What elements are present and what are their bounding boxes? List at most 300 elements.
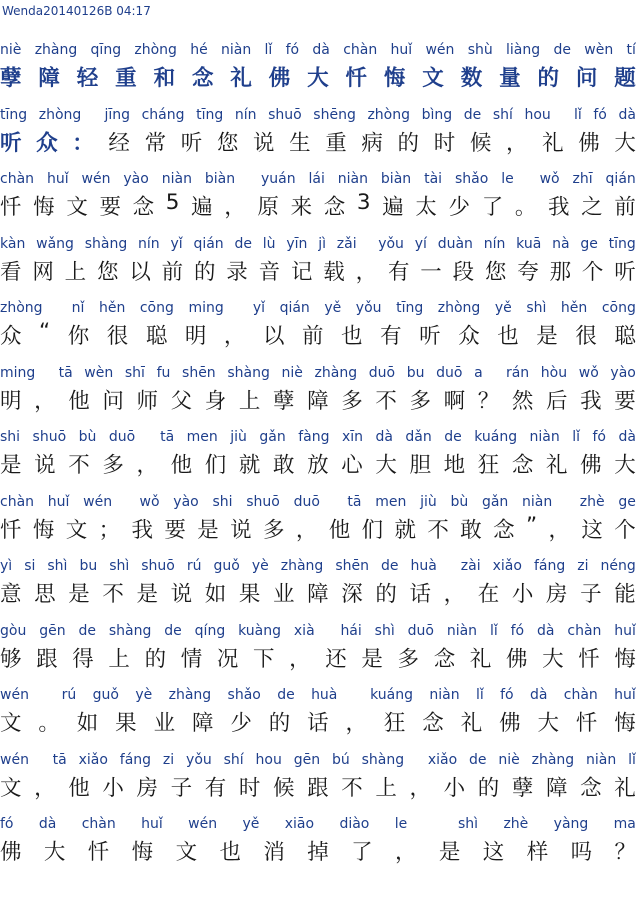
pinyin-syllable: yè: [251, 558, 269, 574]
pinyin-syllable: huà: [410, 558, 437, 574]
hanzi-char: 下: [252, 646, 275, 672]
pinyin-syllable: shēn: [335, 558, 369, 574]
hanzi-char: 后: [546, 388, 568, 414]
hanzi-char: 心: [341, 453, 363, 478]
hanzi-row: [0, 448, 636, 478]
pinyin-syllable: hé: [190, 42, 208, 58]
hanzi-char: ”: [526, 512, 538, 538]
hanzi-char: 能: [614, 582, 636, 607]
pinyin-syllable: shi: [0, 429, 21, 445]
hanzi-char: 念: [323, 195, 346, 220]
pinyin-row: [0, 429, 636, 447]
pinyin-syllable: niàn: [221, 42, 252, 58]
hanzi-row: [0, 126, 636, 156]
pinyin-row: [0, 558, 636, 576]
hanzi-char: 夸: [517, 259, 539, 285]
pinyin-syllable: lǐ: [489, 622, 498, 639]
pinyin-syllable: shuō: [246, 493, 280, 510]
pinyin-syllable: xiǎo: [492, 558, 522, 574]
hanzi-char: 说: [252, 130, 275, 156]
hanzi-char: 然: [511, 388, 534, 414]
pinyin-syllable: ming: [188, 300, 224, 316]
hanzi-char: 意: [0, 582, 22, 607]
pinyin-syllable: wén: [83, 493, 113, 510]
hanzi-char: 看: [0, 259, 22, 285]
pinyin-syllable: wǒ: [139, 493, 160, 510]
hanzi-char: ？: [614, 840, 636, 865]
hanzi-char: 业: [153, 711, 176, 736]
pinyin-syllable: shàng: [361, 751, 405, 768]
hanzi-char: 也: [219, 840, 241, 865]
hanzi-char: 你: [67, 324, 90, 349]
hanzi-char: ，: [395, 840, 417, 865]
recording-id: Wenda20140126B 04:17: [2, 4, 151, 18]
pinyin-syllable: niàn: [337, 171, 368, 187]
pinyin-syllable: kuáng: [474, 429, 518, 445]
hanzi-char: 生: [289, 130, 311, 156]
pinyin-syllable: gēn: [39, 622, 66, 639]
pinyin-syllable: lǐ: [264, 42, 273, 58]
pinyin-syllable: yào: [610, 364, 636, 381]
pinyin-syllable: bìng: [421, 106, 453, 123]
hanzi-char: 听: [180, 130, 203, 156]
hanzi-char: 如: [204, 582, 227, 607]
pinyin-syllable: fáng: [119, 751, 152, 768]
hanzi-char: 您: [216, 130, 239, 156]
pinyin-syllable: le: [394, 816, 408, 832]
pinyin-syllable: shǎo: [227, 687, 261, 703]
hanzi-char: 礼: [614, 775, 636, 801]
pinyin-syllable: nín: [234, 106, 257, 123]
pinyin-syllable: zhòng: [134, 42, 177, 58]
hanzi-char: 忏: [0, 517, 22, 543]
pinyin-syllable: qián: [193, 235, 224, 252]
hanzi-char: 业: [273, 582, 295, 607]
pinyin-syllable: yí: [414, 235, 427, 252]
pinyin-syllable: hòu: [540, 364, 568, 381]
pinyin-syllable: zhòng: [367, 106, 410, 123]
pinyin-syllable: si: [24, 558, 36, 574]
hanzi-char: 很: [106, 324, 129, 349]
pinyin-syllable: yǐ: [252, 300, 266, 316]
pinyin-syllable: duō: [108, 429, 136, 445]
pinyin-syllable: diào: [339, 816, 370, 832]
pinyin-syllable: fó: [592, 429, 606, 445]
pinyin-syllable: men: [375, 493, 407, 510]
hanzi-char: 吗: [570, 840, 593, 865]
hanzi-char: 念: [493, 517, 515, 543]
pinyin-syllable: shù: [467, 42, 493, 58]
hanzi-char: 众: [36, 130, 58, 156]
hanzi-char: 们: [361, 517, 384, 543]
pinyin-syllable: rán: [505, 364, 530, 381]
hanzi-char: 5: [165, 190, 180, 215]
pinyin-syllable: kuàng: [238, 622, 281, 639]
pinyin-syllable: shēng: [313, 106, 356, 123]
hanzi-char: 还: [325, 646, 347, 672]
pinyin-syllable: shàng: [84, 235, 128, 252]
hanzi-char: 有: [380, 324, 402, 349]
hanzi-char: 文: [175, 840, 198, 865]
pinyin-syllable: fó: [500, 687, 514, 703]
pinyin-syllable: dà: [618, 429, 636, 445]
pinyin-row: [0, 623, 636, 641]
pinyin-syllable: rú: [61, 687, 77, 703]
hanzi-row: [0, 319, 636, 349]
hanzi-char: 和: [153, 66, 176, 91]
pinyin-syllable: shēn: [182, 364, 216, 381]
hanzi-char: 念: [422, 711, 444, 736]
hanzi-char: 以: [262, 324, 285, 349]
pinyin-syllable: lǐ: [475, 687, 484, 703]
hanzi-char: ，: [345, 711, 368, 736]
pinyin-syllable: bu: [406, 364, 425, 381]
pinyin-syllable: wǎng: [36, 235, 74, 252]
hanzi-char: 多: [397, 646, 420, 672]
pinyin-syllable: dà: [375, 429, 393, 445]
hanzi-char: ，: [223, 324, 246, 349]
hanzi-char: 太: [415, 195, 437, 220]
pinyin-syllable: guǒ: [92, 687, 119, 703]
pinyin-syllable: ge: [580, 235, 598, 252]
pinyin-syllable: jīng: [104, 106, 131, 123]
pinyin-syllable: bu: [79, 558, 98, 574]
hanzi-char: 他: [68, 388, 90, 414]
hanzi-char: 文: [0, 711, 22, 736]
pinyin-syllable: duàn: [437, 235, 473, 252]
hanzi-char: 听: [614, 259, 636, 285]
pinyin-syllable: bù: [450, 493, 469, 510]
hanzi-char: 以: [129, 259, 151, 285]
hanzi-char: 地: [443, 453, 466, 478]
pinyin-syllable: zhī: [572, 171, 593, 187]
hanzi-char: 悔: [131, 840, 154, 865]
pinyin-syllable: lǐ: [628, 751, 636, 768]
hanzi-char: 的: [477, 775, 500, 801]
hanzi-char: 网: [32, 259, 54, 285]
pinyin-syllable: huǐ: [614, 622, 636, 639]
hanzi-char: 您: [484, 259, 507, 285]
hanzi-char: 礼: [230, 66, 252, 91]
pinyin-syllable: chàn: [563, 687, 598, 703]
hanzi-row: [0, 577, 636, 607]
pinyin-syllable: qīng: [90, 42, 122, 58]
hanzi-row: [0, 771, 636, 801]
pinyin-row: [0, 365, 636, 383]
hanzi-char: 障: [191, 711, 214, 736]
pinyin-syllable: rú: [186, 558, 202, 574]
hanzi-char: 有: [204, 775, 227, 801]
hanzi-char: 那: [549, 259, 572, 285]
hanzi-char: 候: [273, 775, 295, 801]
hanzi-char: 孽: [273, 388, 295, 414]
hanzi-char: 听: [0, 130, 22, 156]
hanzi-char: 遍: [191, 195, 213, 220]
hanzi-char: 说: [230, 517, 252, 543]
pinyin-syllable: dà: [618, 106, 636, 123]
hanzi-char: 记: [290, 259, 313, 285]
pinyin-syllable: wén: [0, 687, 29, 703]
pinyin-syllable: duō: [293, 493, 320, 510]
hanzi-char: 也: [497, 324, 519, 349]
pinyin-syllable: shí: [223, 751, 244, 768]
pinyin-syllable: wèn: [584, 42, 614, 58]
hanzi-char: 遍: [382, 195, 404, 220]
pinyin-syllable: duō: [436, 364, 463, 381]
hanzi-char: 果: [238, 582, 261, 607]
hanzi-char: 多: [409, 388, 432, 414]
pinyin-syllable: tīng: [396, 300, 424, 316]
hanzi-char: 敢: [273, 453, 295, 478]
pinyin-syllable: xiǎo: [78, 751, 108, 768]
hanzi-char: 明: [0, 388, 22, 414]
hanzi-char: 是: [68, 582, 90, 607]
hanzi-row: [0, 513, 636, 543]
hanzi-char: 少: [230, 711, 252, 736]
hanzi-char: 房: [546, 582, 568, 607]
pinyin-syllable: dǎn: [405, 429, 432, 445]
hanzi-char: 深: [341, 582, 363, 607]
pinyin-syllable: jiù: [230, 429, 247, 445]
pinyin-syllable: shī: [124, 364, 145, 381]
pinyin-syllable: tīng: [196, 106, 224, 123]
hanzi-char: 忏: [575, 711, 598, 736]
pinyin-syllable: yào: [173, 493, 199, 510]
hanzi-char: 们: [204, 453, 227, 478]
pinyin-syllable: de: [78, 622, 96, 639]
hanzi-char: 礼: [460, 711, 483, 736]
hanzi-char: 念: [433, 646, 456, 672]
hanzi-char: 情: [180, 646, 203, 672]
pinyin-syllable: nà: [552, 235, 570, 252]
pinyin-row: [0, 816, 636, 834]
pinyin-syllable: yè: [135, 687, 153, 703]
hanzi-char: 时: [433, 130, 456, 156]
hanzi-char: 的: [193, 259, 216, 285]
pinyin-syllable: cōng: [601, 300, 636, 316]
pinyin-syllable: shì: [109, 558, 130, 574]
hanzi-char: ？: [477, 388, 500, 414]
pinyin-syllable: zhàng: [314, 364, 358, 381]
hanzi-char: 忏: [345, 66, 368, 91]
title-text: [0, 61, 636, 91]
pinyin-syllable: liàng: [506, 42, 541, 58]
pinyin-syllable: duō: [368, 364, 396, 381]
hanzi-char: 悔: [614, 711, 636, 736]
hanzi-char: 敢: [460, 517, 482, 543]
hanzi-char: 不: [341, 775, 363, 801]
pinyin-syllable: guǒ: [213, 558, 240, 574]
hanzi-char: 障: [307, 388, 329, 414]
pinyin-syllable: zhè: [503, 816, 529, 832]
pinyin-syllable: huǐ: [46, 171, 69, 187]
pinyin-syllable: nín: [138, 235, 160, 252]
hanzi-char: 候: [469, 130, 492, 156]
hanzi-char: 师: [136, 388, 159, 414]
pinyin-syllable: hái: [340, 622, 362, 639]
hanzi-char: 的: [375, 582, 397, 607]
pinyin-syllable: wǒ: [578, 364, 599, 381]
pinyin-syllable: shuō: [268, 106, 302, 123]
hanzi-char: 。: [514, 195, 537, 220]
pinyin-syllable: hěn: [560, 300, 588, 316]
hanzi-row: [0, 642, 636, 672]
hanzi-row: [0, 835, 636, 865]
hanzi-char: 障: [38, 66, 60, 91]
hanzi-char: ，: [505, 130, 528, 156]
pinyin-syllable: fàng: [298, 429, 330, 445]
pinyin-syllable: cōng: [139, 300, 174, 316]
hanzi-char: 念: [191, 66, 214, 91]
hanzi-char: 问: [102, 388, 124, 414]
pinyin-syllable: yǒu: [355, 300, 382, 316]
hanzi-char: 上: [64, 259, 87, 285]
pinyin-syllable: niàn: [586, 751, 617, 768]
hanzi-char: 的: [144, 646, 167, 672]
pinyin-syllable: yě: [494, 300, 512, 316]
pinyin-syllable: gòu: [0, 622, 27, 639]
pinyin-syllable: shi: [212, 493, 233, 510]
hanzi-char: 小: [443, 775, 466, 801]
hanzi-char: 忏: [578, 646, 600, 672]
pinyin-syllable: kàn: [0, 235, 26, 252]
pinyin-syllable: cháng: [141, 106, 185, 123]
pinyin-syllable: de: [234, 235, 252, 252]
pinyin-syllable: men: [186, 429, 218, 445]
pinyin-syllable: chàn: [343, 42, 378, 58]
pinyin-syllable: zài: [460, 558, 481, 574]
hanzi-char: 前: [161, 259, 184, 285]
pinyin-syllable: zǎi: [336, 235, 357, 252]
pinyin-syllable: yàng: [553, 816, 589, 832]
hanzi-char: ；: [98, 517, 121, 543]
pinyin-syllable: zhè: [579, 493, 605, 510]
hanzi-char: 掉: [307, 840, 329, 865]
hanzi-char: 思: [34, 582, 56, 607]
hanzi-char: 聪: [614, 324, 636, 349]
hanzi-char: 放: [307, 453, 329, 478]
pinyin-syllable: shàng: [108, 622, 152, 639]
hanzi-row: [0, 384, 636, 414]
hanzi-char: 跟: [36, 646, 58, 672]
hanzi-char: 。: [38, 711, 60, 736]
pinyin-syllable: shàng: [227, 364, 270, 381]
hanzi-char: 不: [102, 582, 124, 607]
pinyin-syllable: shì: [374, 622, 395, 639]
pinyin-syllable: hěn: [98, 300, 126, 316]
pinyin-syllable: niàn: [529, 429, 560, 445]
hanzi-char: 我: [548, 195, 570, 220]
hanzi-char: 障: [307, 582, 329, 607]
hanzi-char: 常: [144, 130, 167, 156]
pinyin-syllable: de: [463, 106, 482, 123]
pinyin-syllable: huǐ: [614, 687, 636, 703]
pinyin-syllable: ma: [613, 816, 636, 832]
pinyin-syllable: niè: [281, 364, 303, 381]
pinyin-syllable: jì: [318, 235, 326, 252]
pinyin-syllable: yào: [123, 171, 149, 187]
hanzi-char: 话: [409, 582, 432, 607]
pinyin-syllable: gǎn: [481, 493, 509, 510]
pinyin-syllable: zhòng: [0, 300, 43, 316]
pinyin-syllable: kuáng: [370, 687, 413, 703]
pinyin-syllable: yì: [0, 558, 13, 574]
hanzi-char: 就: [394, 517, 417, 543]
pinyin-syllable: hou: [255, 751, 282, 768]
pinyin-syllable: wén: [425, 42, 455, 58]
hanzi-char: 病: [361, 130, 383, 156]
hanzi-char: 在: [477, 582, 500, 607]
hanzi-char: 孽: [0, 66, 22, 91]
hanzi-char: 前: [302, 324, 324, 349]
pinyin-syllable: wén: [188, 816, 218, 832]
hanzi-row: [0, 255, 636, 285]
pinyin-syllable: tài: [424, 171, 443, 187]
pinyin-syllable: shuō: [32, 429, 67, 445]
pinyin-syllable: fu: [156, 364, 171, 381]
hanzi-char: 他: [328, 517, 351, 543]
pinyin-syllable: nín: [483, 235, 506, 252]
hanzi-char: 一: [420, 259, 442, 285]
pinyin-syllable: wèn: [84, 364, 114, 381]
hanzi-char: ，: [548, 517, 571, 543]
pinyin-syllable: dà: [537, 622, 555, 639]
pinyin-syllable: zi: [162, 751, 175, 768]
hanzi-char: ，: [409, 775, 432, 801]
pinyin-syllable: tā: [347, 493, 362, 510]
hanzi-char: ：: [72, 130, 94, 156]
hanzi-char: 就: [238, 453, 261, 478]
hanzi-char: 得: [72, 646, 94, 672]
hanzi-char: 他: [170, 453, 193, 478]
hanzi-char: “: [39, 319, 51, 344]
pinyin-row: [0, 171, 636, 189]
hanzi-char: 是: [197, 517, 219, 543]
pinyin-syllable: fó: [593, 106, 607, 123]
pinyin-syllable: zi: [577, 558, 589, 574]
pinyin-syllable: lǐ: [573, 106, 582, 123]
hanzi-char: 悔: [33, 195, 55, 220]
hanzi-char: 不: [68, 453, 90, 478]
hanzi-char: 文: [66, 195, 88, 220]
hanzi-char: 大: [43, 840, 66, 865]
pinyin-row: [0, 687, 636, 705]
hanzi-char: 不: [427, 517, 449, 543]
hanzi-char: 我: [131, 517, 154, 543]
hanzi-char: 佛: [499, 711, 521, 736]
pinyin-syllable: fó: [285, 42, 300, 58]
hanzi-char: 是: [361, 646, 383, 672]
hanzi-char: 是: [536, 324, 558, 349]
hanzi-char: 量: [499, 66, 521, 91]
pinyin-syllable: ming: [0, 364, 36, 381]
hanzi-char: 话: [307, 711, 329, 736]
pinyin-syllable: tí: [626, 42, 636, 58]
hanzi-char: 消: [263, 840, 285, 865]
hanzi-char: 样: [526, 840, 549, 865]
hanzi-char: 多: [263, 517, 285, 543]
hanzi-char: ，: [136, 453, 159, 478]
pinyin-syllable: yǒu: [378, 235, 404, 252]
pinyin-syllable: tā: [58, 364, 73, 381]
pinyin-row: [0, 752, 636, 770]
hanzi-char: 了: [351, 840, 373, 865]
hanzi-char: 礼: [469, 646, 492, 672]
hanzi-char: 大: [614, 453, 636, 478]
pinyin-syllable: yīn: [286, 235, 308, 252]
pinyin-syllable: de: [553, 42, 571, 58]
hanzi-char: 大: [542, 646, 564, 672]
